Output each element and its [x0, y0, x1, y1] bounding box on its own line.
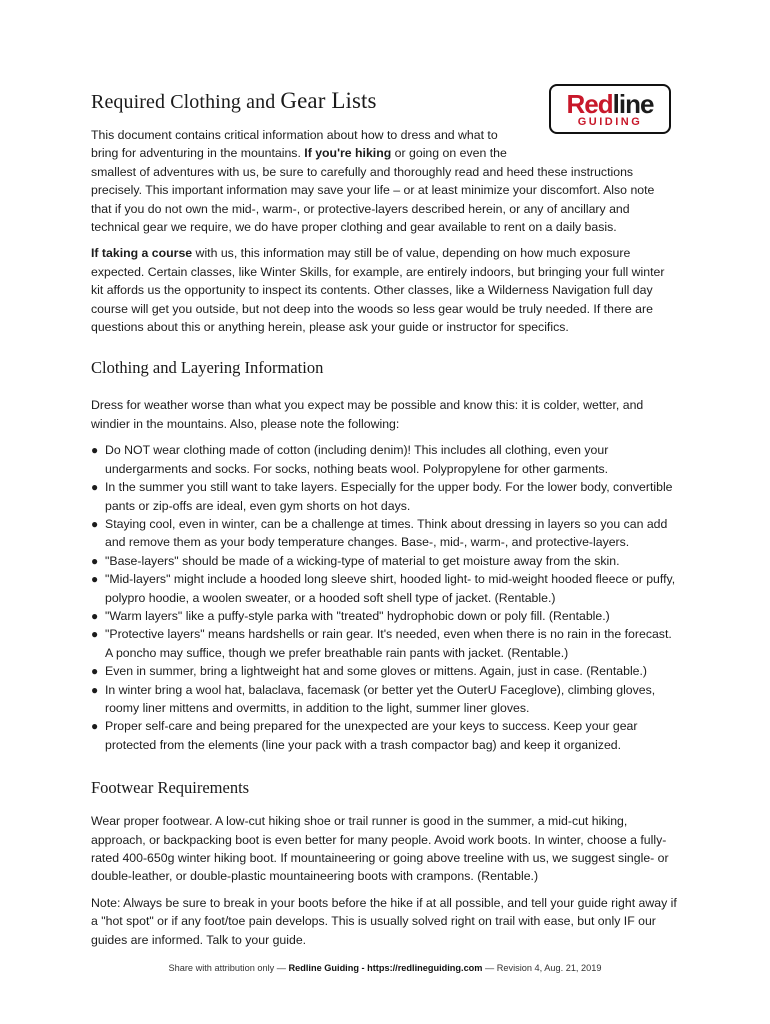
intro-text-b: or going on even the [391, 146, 507, 161]
list-item-text: "Protective layers" means hardshells or rain gear. It's needed, even when there is no rain in the forecast. A poncho may suffice, though we prefer breathable rain pants with jacket. (Rentable.) [105, 627, 672, 660]
bullet-icon: ● [91, 572, 99, 587]
clothing-lead: Dress for weather worse than what you expect may be possible and know this: it is colder, wetter, and windier in the mountains. Also, please note the following: [91, 398, 644, 431]
page-title [91, 88, 377, 114]
bullet-icon: ● [91, 627, 99, 642]
footer-link-text: Redline Guiding - https://redlineguiding.com [288, 963, 483, 973]
intro-text-course: with us, this information may still be of value, depending on how much exposure expected. Certain classes, like Winter Skills, for example, are entirely indoors, but bringing your full winter kit affords us the opportunity to inspect its contents. Other classes, like a Wilderness Navigation full day course will get you outside, but not deep into the woods so less gear would be truly needed. If there are questions about this or anything herein, please ask your guide or instructor for specifics. [91, 246, 665, 335]
logo-red-text: Red [566, 89, 613, 119]
footwear-paragraph-1: Wear proper footwear. A low-cut hiking shoe or trail runner is good in the summer, a mid-cut hiking, approach, or backpacking boot is even better for many people. Avoid work boots. In winter, choose a fully-rated 400-650g winter hiking boot. If mountaineering or going above treeline with us, we suggest single- or double-leather, or double-plastic mountaineering boots with crampons. (Rentable.) [91, 814, 669, 884]
bullet-icon: ● [91, 553, 99, 568]
list-item-text: In winter bring a wool hat, balaclava, facemask (or better yet the OuterU Faceglove), climbing gloves, roomy liner mittens and overmitts, in addition to the light, summer liner gloves. [105, 682, 656, 715]
list-item [91, 478, 677, 515]
logo-line-text: line [612, 89, 654, 119]
intro-paragraph-2 [91, 244, 677, 336]
bullet-icon: ● [91, 682, 99, 697]
bullet-icon: ● [91, 664, 99, 679]
bullet-icon: ● [91, 719, 99, 734]
list-item [91, 570, 677, 607]
list-item [91, 662, 677, 680]
logo-subtitle: GUIDING [577, 116, 643, 128]
section-heading-clothing: Clothing and Layering Information [91, 358, 324, 378]
list-item [91, 441, 677, 478]
bullet-icon: ● [91, 608, 99, 623]
list-item-text: Staying cool, even in winter, can be a challenge at times. Think about dressing in layers so you can add and remove them as your body temperature changes. Base-, mid-, warm-, and protective-layers. [105, 516, 668, 550]
list-item [91, 515, 677, 552]
intro-text-a: This document contains critical information about how to dress and what to bring for adventuring in the mountains. [91, 128, 498, 161]
intro-paragraph-1b: smallest of adventures with us, be sure to carefully and thoroughly read and heed these instructions precisely. This important information may save your life – or at least minimize your discomfort. Also note that if you do not own the mid-, warm-, or protective-layers described herein, or any of ancillary and technical gear we require, we do have proper clothing and gear available to rent on a daily basis. [91, 164, 655, 235]
list-item [91, 607, 677, 625]
clothing-list [91, 441, 677, 754]
document-body [91, 126, 677, 957]
section-heading-footwear: Footwear Requirements [91, 778, 250, 798]
list-item-text: "Warm layers" like a puffy-style parka with "treated" hydrophobic down or poly fill. (Rentable.) [105, 608, 610, 623]
page-footer [0, 963, 770, 973]
list-item-text: "Base-layers" should be made of a wicking-type of material to get moisture away from the skin. [105, 553, 620, 568]
footer-text-a: Share with attribution only — [168, 963, 289, 973]
list-item [91, 717, 677, 754]
list-item [91, 681, 677, 718]
list-item-text: In the summer you still want to take layers. Especially for the upper body. For the lower body, convertible pants or zip-offs are ideal, even gym shorts on hot days. [105, 480, 673, 513]
list-item-text: Proper self-care and being prepared for the unexpected are your keys to success. Keep your gear protected from the elements (line your pack with a trash compactor bag) and keep it organized. [105, 719, 638, 752]
page-title-part1: Required Clothing and [91, 91, 281, 113]
list-item-text: "Mid-layers" might include a hooded long sleeve shirt, hooded light- to mid-weight hooded fleece or puffy, polypro hoodie, a woolen sweater, or a hooded soft shell type of jacket. (Rentable.) [105, 572, 676, 605]
footer-text-b: — Revision 4, Aug. 21, 2019 [482, 963, 602, 973]
bullet-icon: ● [91, 443, 99, 458]
intro-paragraph-1a [91, 126, 525, 163]
list-item [91, 552, 677, 570]
intro-bold-course: If taking a course [91, 246, 193, 261]
list-item [91, 625, 677, 662]
logo-wordmark [551, 91, 669, 117]
list-item-text: Do NOT wear clothing made of cotton (including denim)! This includes all clothing, even your undergarments and socks. For socks, nothing beats wool. Polypropylene for other garments. [105, 443, 609, 476]
bullet-icon: ● [91, 516, 99, 531]
page-title-part2: Gear Lists [280, 88, 377, 113]
footwear-paragraph-2: Note: Always be sure to break in your boots before the hike if at all possible, and tell your guide right away if a "hot spot" or if any foot/toe pain develops. This is usually solved right on trail with ease, but only IF our guides are informed. Talk to your guide. [91, 895, 677, 947]
list-item-text: Even in summer, bring a lightweight hat and some gloves or mittens. Again, just in case. (Rentable.) [105, 664, 648, 679]
bullet-icon: ● [91, 480, 99, 495]
intro-bold-hiking: If you're hiking [304, 146, 392, 161]
